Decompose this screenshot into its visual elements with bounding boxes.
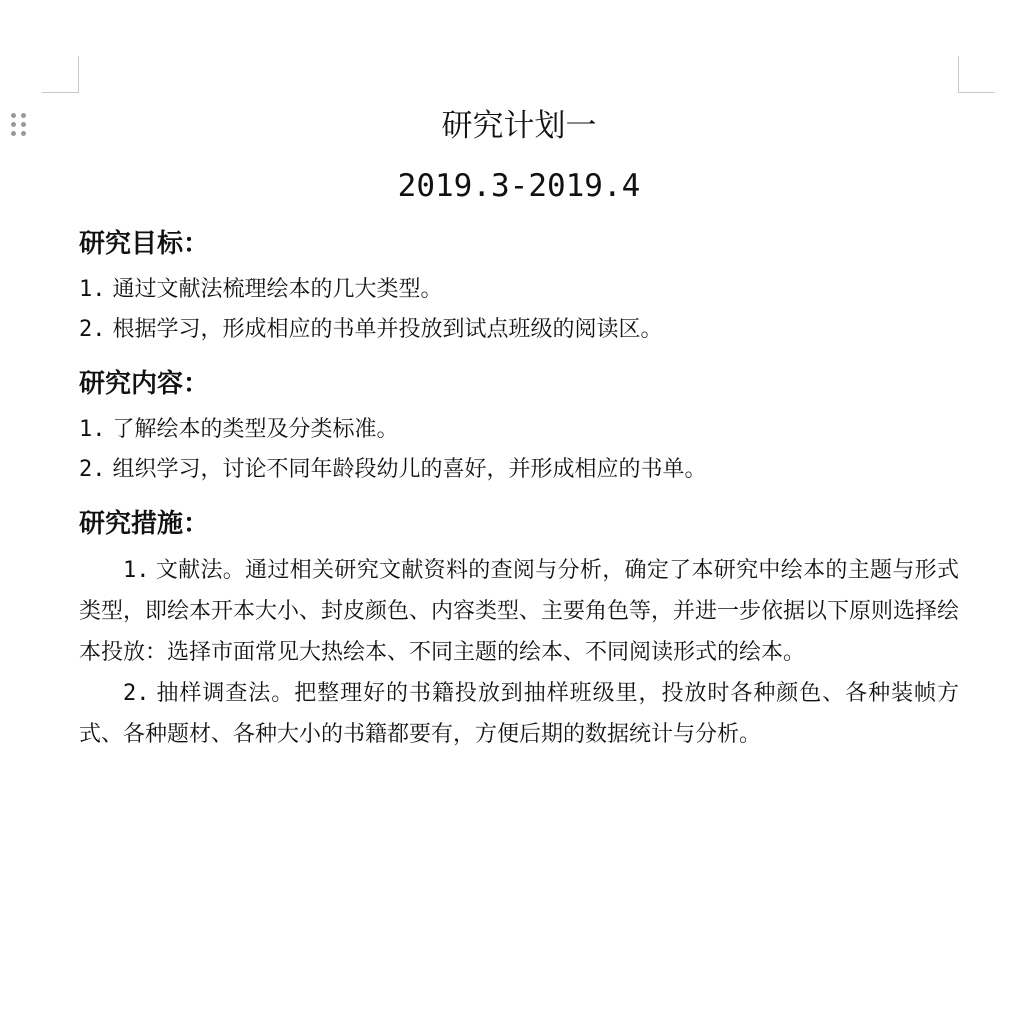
section-heading-content: 研究内容： xyxy=(79,369,210,399)
goals-list xyxy=(79,270,959,350)
measures-paragraph: 2. 抽样调查法。把整理好的书籍投放到抽样班级里，投放时各种颜色、各种装帧方式、各种题材、各种大小的书籍都要有，方便后期的数据统计与分析。 xyxy=(79,681,959,747)
list-item: 1. 了解绘本的类型及分类标准。 xyxy=(79,417,399,442)
list-item: 2. 组织学习，讨论不同年龄段幼儿的喜好，并形成相应的书单。 xyxy=(79,457,707,482)
drag-handle-icon[interactable] xyxy=(11,113,27,139)
measures-body xyxy=(79,550,959,755)
document-title: 研究计划一 xyxy=(441,108,597,144)
section-heading-measures: 研究措施： xyxy=(79,509,210,539)
page-corner-top-left xyxy=(42,56,79,93)
content-list xyxy=(79,410,959,490)
date-range: 2019.3-2019.4 xyxy=(397,168,641,204)
section-heading-goals: 研究目标： xyxy=(79,229,210,259)
list-item: 2. 根据学习，形成相应的书单并投放到试点班级的阅读区。 xyxy=(79,317,663,342)
measures-paragraph: 1. 文献法。通过相关研究文献资料的查阅与分析，确定了本研究中绘本的主题与形式类型，即绘本开本大小、封皮颜色、内容类型、主要角色等，并进一步依据以下原则选择绘本投放：选择市面常见大热绘本、不同主题的绘本、不同阅读形式的绘本。 xyxy=(79,558,960,665)
document-page xyxy=(79,100,959,755)
list-item: 1. 通过文献法梳理绘本的几大类型。 xyxy=(79,277,443,302)
page-corner-top-right xyxy=(958,56,995,93)
